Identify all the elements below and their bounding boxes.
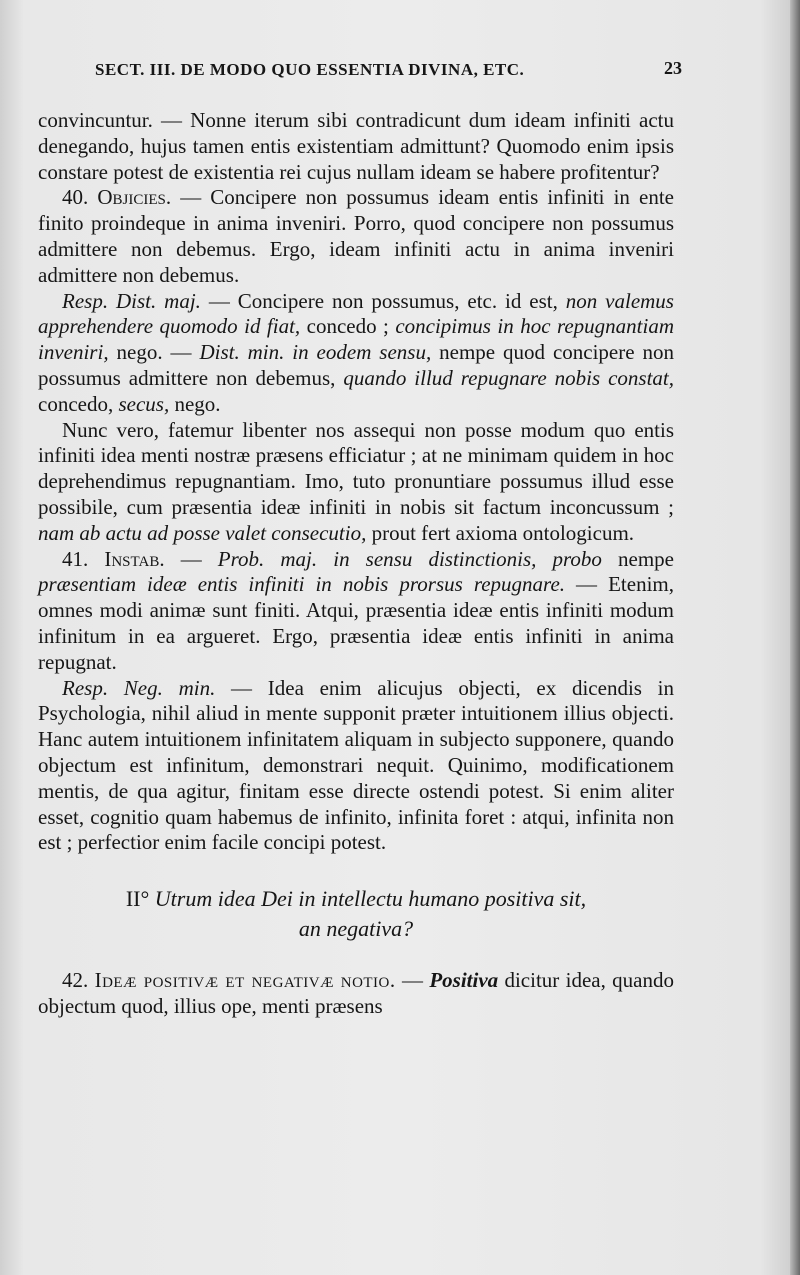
section-label: Objicies.	[97, 185, 172, 210]
text-run: prout fert axioma ontologicum.	[366, 520, 635, 545]
text-run: — Concipere non possumus, etc. id est,	[200, 288, 566, 313]
section-number: 41.	[62, 546, 89, 571]
paragraph-text: — Idea enim alicujus objecti, ex dicendis in Psychologia, nihil aliud in mente supponit præter intuitionem illius objecti. Hanc autem intuitionem infinitatem aliquam in subjecto supponere, quando objectum est infinitum, demonstrari nequit. Quinimo, modificationem mentis, de qua agitur, finitam esse directe ostendi potest. Si enim aliter esset, cognitio quam habemus de infinito, infinita foret : atqui, infinita non est ; perfectior enim facile concipi potest.	[38, 675, 674, 855]
page-edge	[790, 0, 800, 1275]
heading-text: Utrum idea Dei in intellectu humano positiva sit,	[154, 886, 587, 912]
text-run	[536, 547, 552, 571]
text-run: dicitur idea, quando objectum quod, illius ope, menti præsens	[38, 968, 674, 1018]
bold-italic-run: Positiva	[429, 968, 499, 993]
text-run: nego. —	[108, 340, 200, 365]
italic-run: non valemus apprehendere quomodo id fiat,	[38, 288, 674, 339]
text-run: — Etenim, omnes modi animæ sunt finiti. Atqui, præsentia ideæ entis infiniti modum infinitum in ea argueret. Ergo, præsentia ideæ entis infiniti in anima repugnat.	[38, 572, 674, 674]
section-number: 40.	[62, 185, 89, 210]
section-label: Ideæ positivæ et negativæ notio.	[94, 968, 396, 993]
paragraph-resp-40	[38, 289, 674, 418]
text-run: concedo ;	[300, 314, 396, 339]
resp-label: Resp. Dist. maj.	[62, 288, 201, 313]
text-run: nego.	[169, 391, 221, 416]
paragraph-continuation: convincuntur. — Nonne iterum sibi contradicunt dum ideam infiniti actu denegando, hujus tamen entis existentiam admittunt? Quomodo enim ipsis constare potest de existentia rei cujus nullam ideam se habere profitentur?	[38, 108, 674, 184]
subsection-heading	[38, 884, 674, 944]
text-run: nempe	[601, 546, 674, 571]
text-run: concedo,	[38, 391, 119, 416]
paragraph-text: — Concipere non possumus ideam entis infiniti in ente finito proindeque in anima inveniri. Porro, quod concipere non possumus admittere non debemus. Ergo, ideam infiniti actu in anima inveniri admittere non debemus.	[38, 185, 674, 287]
paragraph-nunc-vero	[38, 418, 674, 547]
heading-numeral: II°	[125, 886, 150, 912]
page-body	[38, 108, 674, 1020]
italic-run: Prob. maj. in sensu distinctionis,	[217, 546, 537, 571]
italic-run: nam ab actu ad posse valet consecutio,	[38, 520, 367, 545]
text-run: Nunc vero, fatemur libenter nos assequi non posse modum quo entis infiniti idea menti nostræ præsens efficiatur ; at ne minimam quidem in hoc deprehendimus repugnantiam. Imo, tuto pronuntiare possumus illud esse possibile, cum præsentia ideæ infiniti in nobis sit factum inconcussum ;	[38, 417, 674, 519]
running-title: SECT. III. DE MODO QUO ESSENTIA DIVINA, ETC.	[95, 60, 525, 79]
paragraph-40	[38, 185, 674, 288]
italic-run: concipimus in hoc repugnantiam inveniri,	[38, 314, 675, 365]
italic-run: quando illud repugnare nobis constat,	[343, 365, 674, 390]
page-number: 23	[664, 58, 682, 78]
heading-line-2: an negativa?	[298, 916, 414, 942]
paragraph-resp-41	[38, 676, 674, 857]
paragraph-41	[38, 547, 674, 676]
text-run: nempe quod concipere non possumus admittere non debemus,	[38, 340, 674, 390]
resp-label: Resp. Neg. min.	[62, 675, 216, 700]
section-label: Instab.	[104, 546, 165, 571]
section-number: 42.	[62, 968, 89, 993]
italic-run: Dist. min. in eodem sensu,	[199, 340, 432, 365]
paragraph-42	[38, 968, 674, 1020]
text-run: —	[164, 546, 218, 571]
italic-run: secus,	[118, 391, 170, 416]
italic-run: probo	[552, 546, 602, 571]
heading-line-1	[38, 884, 674, 914]
text-run: —	[395, 968, 430, 993]
italic-run: præsentiam ideæ entis infiniti in nobis prorsus repugnare.	[38, 572, 566, 597]
